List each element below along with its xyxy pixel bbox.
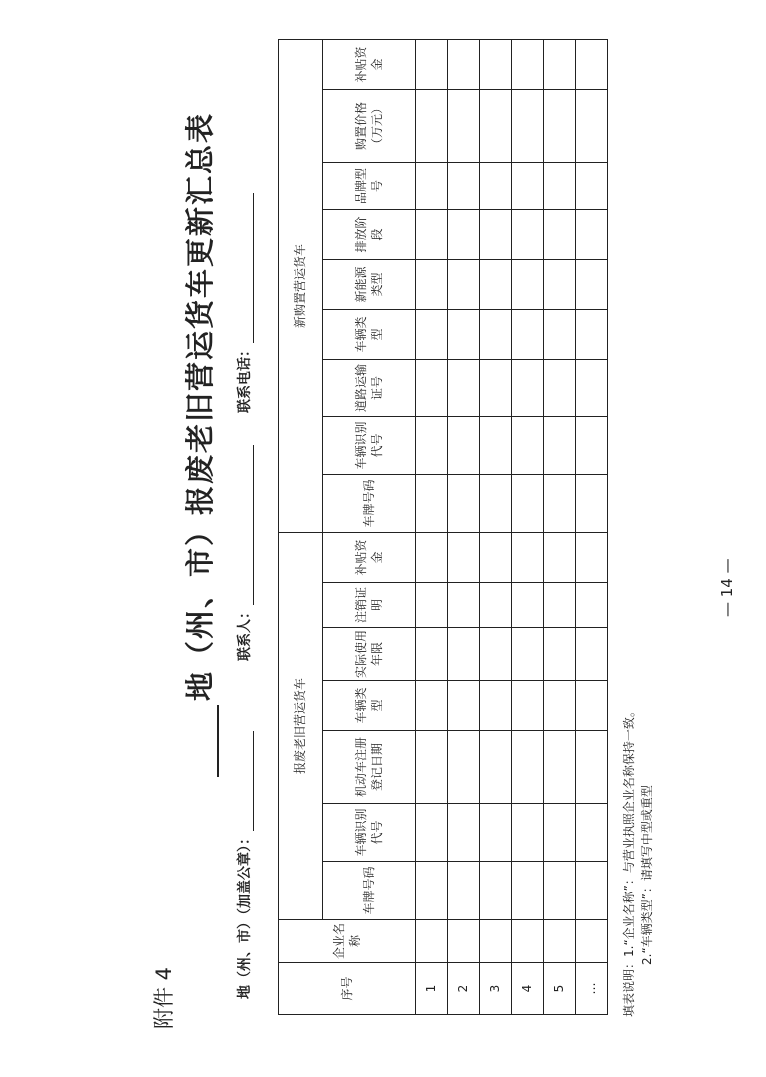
table-cell: [544, 90, 576, 163]
table-row: [416, 40, 448, 1015]
region-blank: [239, 731, 254, 831]
table-cell: [512, 681, 544, 731]
table-cell: [416, 310, 448, 360]
table-cell: [576, 583, 608, 628]
table-cell: [416, 533, 448, 583]
phone-label: 联系电话：: [237, 343, 253, 413]
table-cell: [448, 210, 480, 260]
table-cell: [512, 475, 544, 533]
seq-header: 序号: [279, 963, 416, 1015]
old-vin-header: 车辆识别代号: [323, 804, 416, 862]
table-cell: [512, 210, 544, 260]
table-cell: [480, 90, 512, 163]
old-vehicle-type-header: 车辆类型: [323, 681, 416, 731]
page-title: [178, 112, 219, 777]
table-cell: [416, 920, 448, 963]
table-cell: [544, 260, 576, 310]
table-cell: [544, 40, 576, 90]
table-cell: [416, 475, 448, 533]
table-cell: [544, 628, 576, 681]
new-vin-header: 车辆识别代号: [323, 417, 416, 475]
table-cell: [512, 40, 544, 90]
table-cell: [416, 583, 448, 628]
table-cell: [576, 260, 608, 310]
new-brand-model-header: 品牌型号: [323, 163, 416, 210]
row-seq-cell: 5: [544, 963, 576, 1015]
table-cell: [576, 310, 608, 360]
table-cell: [480, 310, 512, 360]
region-label: 地（州、市）（加盖公章）：: [237, 831, 253, 999]
table-cell: [480, 260, 512, 310]
table-cell: [448, 475, 480, 533]
title-underline: [191, 705, 219, 777]
table-cell: [416, 360, 448, 417]
table-cell: [576, 628, 608, 681]
row-seq-cell: 4: [512, 963, 544, 1015]
table-cell: [448, 417, 480, 475]
table-cell: [416, 862, 448, 920]
table-cell: [448, 40, 480, 90]
table-cell: [544, 862, 576, 920]
table-cell: [416, 210, 448, 260]
old-deregistration-header: 注销证明: [323, 583, 416, 628]
table-cell: [576, 210, 608, 260]
table-cell: [512, 628, 544, 681]
table-cell: [416, 804, 448, 862]
table-cell: [544, 681, 576, 731]
title-text: 地（州、市）报废老旧营运货车更新汇总表: [183, 111, 217, 701]
table-cell: [512, 360, 544, 417]
table-cell: [576, 533, 608, 583]
region-field: [234, 731, 254, 999]
row-seq-cell: 1: [416, 963, 448, 1015]
table-cell: [416, 628, 448, 681]
table-cell: [480, 533, 512, 583]
table-cell: [544, 731, 576, 804]
table-cell: [544, 417, 576, 475]
table-cell: [544, 533, 576, 583]
table-cell: [544, 804, 576, 862]
table-cell: [544, 475, 576, 533]
group-header-row: [279, 40, 323, 1015]
table-cell: [576, 862, 608, 920]
fill-instructions: 填表说明：1.“企业名称”：与营业执照企业名称保持一致。: [622, 705, 636, 1017]
table-cell: [512, 310, 544, 360]
table-cell: [576, 475, 608, 533]
table-cell: [576, 40, 608, 90]
table-cell: [544, 310, 576, 360]
row-seq-cell: …: [576, 963, 608, 1015]
table-cell: [416, 731, 448, 804]
table-cell: [480, 862, 512, 920]
new-energy-type-header: 新能源类型: [323, 260, 416, 310]
table-cell: [512, 583, 544, 628]
old-service-years-header: 实际使用年限: [323, 628, 416, 681]
table-cell: [448, 731, 480, 804]
table-cell: [544, 583, 576, 628]
table-cell: [512, 920, 544, 963]
new-price-header: 购置价格（万元）: [323, 90, 416, 163]
table-cell: [512, 417, 544, 475]
table-cell: [448, 533, 480, 583]
contact-field: [234, 445, 254, 661]
table-cell: [448, 804, 480, 862]
table-cell: [416, 260, 448, 310]
table-row: [512, 40, 544, 1015]
table-cell: [576, 360, 608, 417]
table-row: [448, 40, 480, 1015]
table-cell: [480, 583, 512, 628]
table-row: [544, 40, 576, 1015]
table-cell: [480, 163, 512, 210]
table-cell: [480, 40, 512, 90]
table-cell: [416, 163, 448, 210]
table-cell: [576, 163, 608, 210]
new-group-header: 新购置营运货车: [279, 40, 323, 533]
table-cell: [448, 260, 480, 310]
table-cell: [448, 90, 480, 163]
table-cell: [448, 628, 480, 681]
table-cell: [416, 417, 448, 475]
table-cell: [512, 260, 544, 310]
new-transport-cert-header: 道路运输证号: [323, 360, 416, 417]
column-header-row: [323, 40, 416, 1015]
table-cell: [576, 417, 608, 475]
table-cell: [480, 475, 512, 533]
table-cell: [544, 920, 576, 963]
new-emission-stage-header: 排放阶段: [323, 210, 416, 260]
table-cell: [576, 804, 608, 862]
old-group-header: 报废老旧营运货车: [279, 533, 323, 920]
table-cell: [448, 862, 480, 920]
table-cell: [512, 533, 544, 583]
old-subsidy-header: 补贴资金: [323, 533, 416, 583]
contact-blank: [239, 445, 254, 605]
company-header: 企业名称: [279, 920, 416, 963]
table-cell: [544, 210, 576, 260]
table-cell: [512, 163, 544, 210]
table-cell: [480, 804, 512, 862]
table-cell: [448, 310, 480, 360]
phone-blank: [239, 193, 254, 343]
new-subsidy-header: 补贴资金: [323, 40, 416, 90]
table-cell: [448, 583, 480, 628]
fill-instructions-item-2: 2.“车辆类型”：请填写中型或重型: [640, 785, 654, 965]
table-cell: [416, 40, 448, 90]
table-cell: [448, 360, 480, 417]
table-cell: [576, 681, 608, 731]
phone-field: [234, 193, 254, 413]
table-cell: [448, 163, 480, 210]
table-cell: [512, 804, 544, 862]
table-cell: [544, 163, 576, 210]
table-cell: [576, 731, 608, 804]
table-cell: [512, 90, 544, 163]
table-cell: [448, 920, 480, 963]
page-number: — 14 —: [718, 558, 736, 617]
table-cell: [480, 681, 512, 731]
table-cell: [480, 210, 512, 260]
table-cell: [480, 920, 512, 963]
row-seq-cell: 2: [448, 963, 480, 1015]
table-cell: [480, 731, 512, 804]
table-cell: [416, 681, 448, 731]
table-cell: [416, 90, 448, 163]
table-cell: [480, 360, 512, 417]
table-cell: [448, 681, 480, 731]
old-plate-header: 车牌号码: [323, 862, 416, 920]
old-registration-date-header: 机动车注册登记日期: [323, 731, 416, 804]
summary-table: [278, 39, 608, 1015]
row-seq-cell: 3: [480, 963, 512, 1015]
new-vehicle-type-header: 车辆类型: [323, 310, 416, 360]
contact-label: 联系人：: [237, 605, 253, 661]
new-plate-header: 车牌号码: [323, 475, 416, 533]
table-row: [576, 40, 608, 1015]
table-cell: [512, 731, 544, 804]
table-row: [480, 40, 512, 1015]
attachment-label: 附件 4: [152, 966, 176, 1029]
table-cell: [544, 360, 576, 417]
table-cell: [576, 920, 608, 963]
table-cell: [480, 628, 512, 681]
table-cell: [512, 862, 544, 920]
table-cell: [480, 417, 512, 475]
table-cell: [576, 90, 608, 163]
